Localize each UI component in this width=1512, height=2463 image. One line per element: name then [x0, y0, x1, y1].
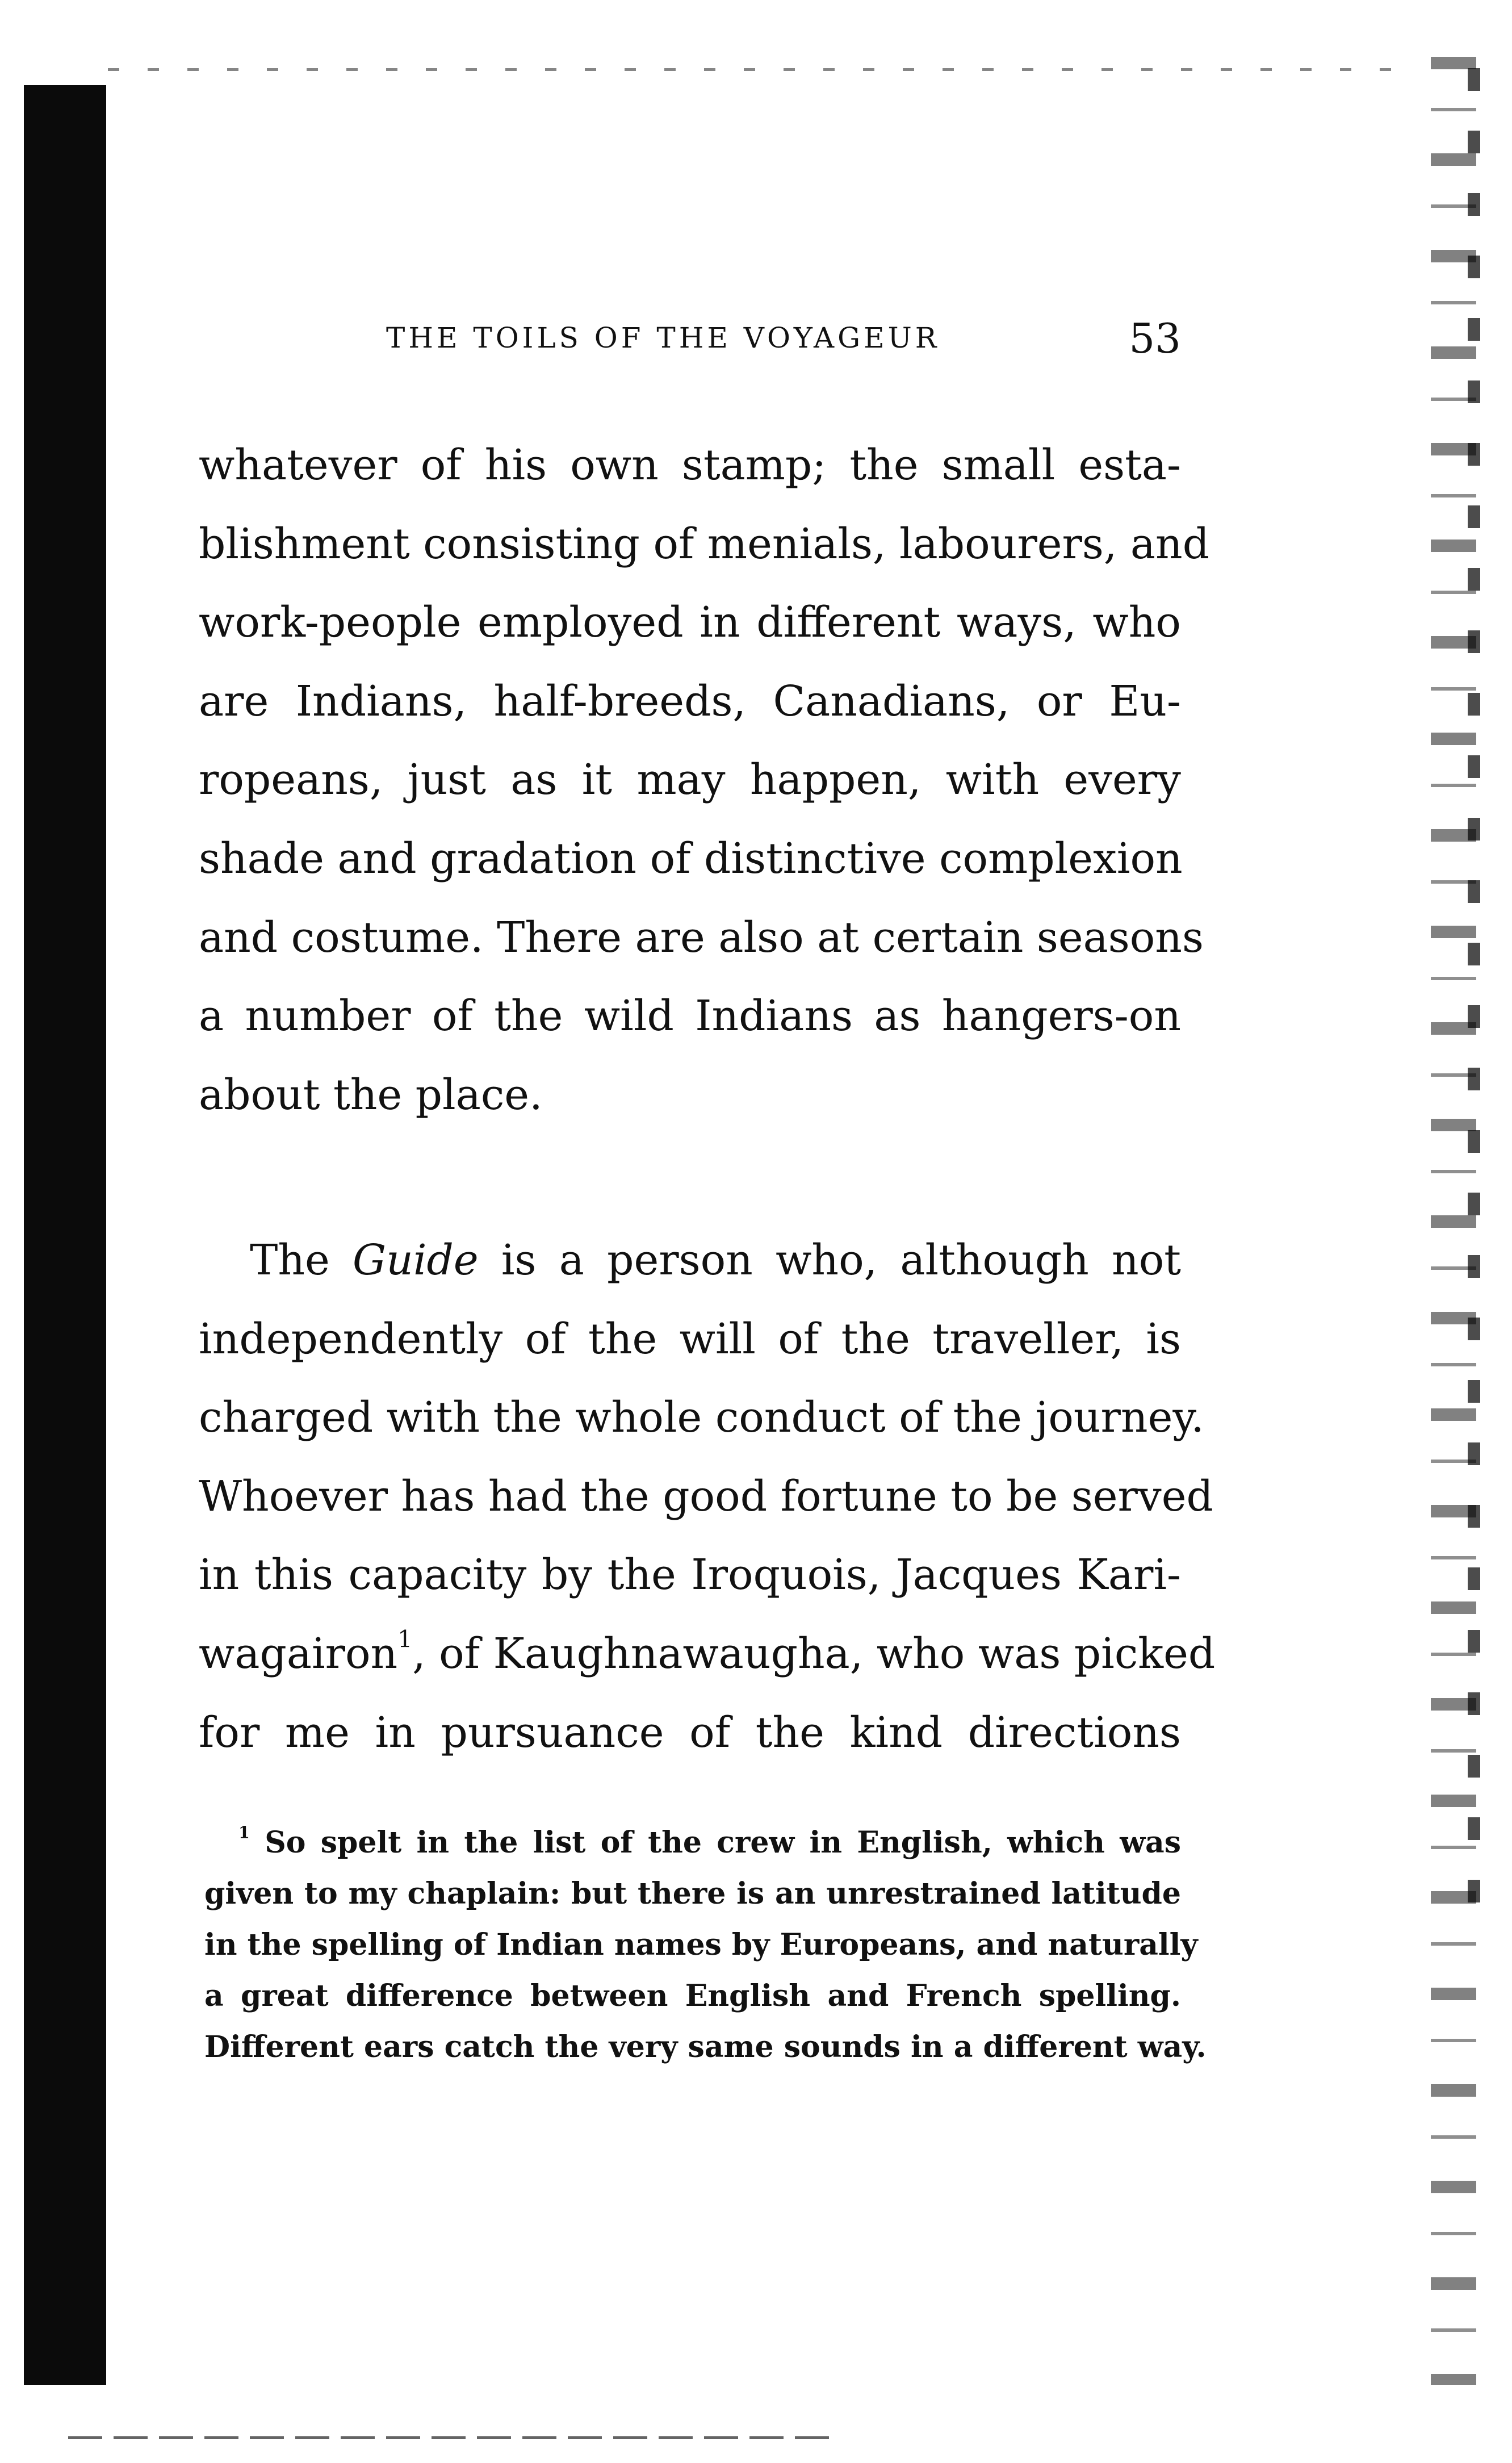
paragraph-2 — [199, 1221, 1216, 1772]
text-line — [199, 1221, 1181, 1300]
text-line: charged with the whole conduct of the journey. — [199, 1393, 1204, 1442]
scan-right-edge-marks — [1468, 68, 1480, 1931]
text-fragment: So spelt in the list of the crew in English, which was — [249, 1825, 1181, 1860]
running-title: THE TOILS OF THE VOYAGEUR — [386, 321, 940, 354]
italic-term-guide: Guide — [353, 1236, 479, 1285]
text-line: about the place. — [199, 1070, 543, 1119]
footnote-line: a great difference between English and French spelling. — [204, 1979, 1181, 2013]
text-fragment: is a person who, although not — [478, 1236, 1181, 1285]
scan-spine-shadow — [24, 85, 106, 2385]
scan-top-edge — [108, 68, 1391, 71]
text-fragment: The — [250, 1236, 353, 1285]
text-line: for me in pursuance of the kind directions — [199, 1708, 1181, 1757]
text-line: ropeans, just as it may happen, with every — [199, 755, 1181, 805]
text-line: a number of the wild Indians as hangers-on — [199, 992, 1181, 1041]
text-line: and costume. There are also at certain seasons — [199, 913, 1204, 962]
text-fragment: wagairon — [199, 1629, 398, 1678]
scan-bottom-edge — [68, 2436, 835, 2439]
text-line — [199, 1615, 1216, 1693]
footnote — [204, 1817, 1207, 2073]
text-line: independently of the will of the traveller, is — [199, 1314, 1181, 1364]
footnote-line — [204, 1817, 1181, 1868]
footnote-line: in the spelling of Indian names by Europeans, and naturally — [204, 1927, 1198, 1962]
text-line: work-people employed in different ways, who — [199, 598, 1181, 647]
footnote-marker: 1 — [238, 1822, 250, 1842]
text-line: whatever of his own stamp; the small esta- — [199, 441, 1181, 490]
footnote-line: Different ears catch the very same sounds in a different way. — [204, 2030, 1207, 2064]
running-head — [199, 315, 1181, 363]
text-line: Whoever has had the good fortune to be served — [199, 1471, 1213, 1521]
text-line: shade and gradation of distinctive complexion — [199, 834, 1183, 883]
text-line: blishment consisting of menials, labourers, and — [199, 519, 1210, 568]
paragraph-1 — [199, 426, 1210, 1134]
footnote-line: given to my chaplain: but there is an unrestrained latitude — [204, 1876, 1181, 1911]
text-line: are Indians, half-breeds, Canadians, or Eu- — [199, 676, 1181, 726]
page-number: 53 — [1129, 315, 1181, 362]
text-fragment: , of Kaughnawaugha, who was picked — [412, 1629, 1216, 1678]
footnote-reference: 1 — [397, 1625, 413, 1653]
text-line: in this capacity by the Iroquois, Jacques Kari- — [199, 1550, 1181, 1600]
